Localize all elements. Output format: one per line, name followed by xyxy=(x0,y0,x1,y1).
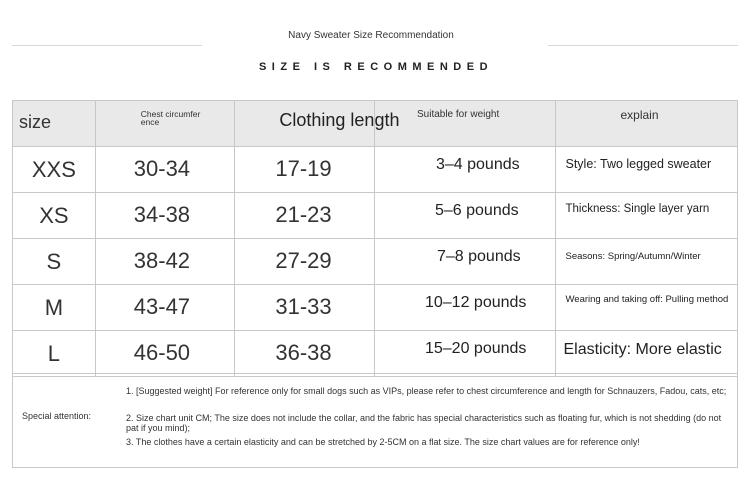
length-value: 36-38 xyxy=(275,340,332,365)
length-cell xyxy=(235,147,375,192)
explain-value: Style: Two legged sweater xyxy=(565,157,712,171)
weight-value: 5–6 pounds xyxy=(434,202,519,219)
chest-cell xyxy=(96,193,236,238)
weight-value: 10–12 pounds xyxy=(424,294,527,311)
size-value: XXS xyxy=(31,157,76,182)
special-attention-box xyxy=(12,373,738,468)
weight-cell xyxy=(375,285,557,330)
length-value: 21-23 xyxy=(275,202,332,227)
explain-value: Thickness: Single layer yarn xyxy=(565,203,710,215)
header-cell-chest xyxy=(96,101,236,146)
weight-value: 15–20 pounds xyxy=(424,340,527,357)
size-cell xyxy=(13,331,96,376)
length-cell xyxy=(235,331,375,376)
header-explain-label: explain xyxy=(620,108,659,122)
explain-cell xyxy=(556,285,737,330)
weight-value: 7–8 pounds xyxy=(436,248,521,265)
header-cell-weight xyxy=(375,101,557,146)
size-value: M xyxy=(44,295,64,320)
chest-cell xyxy=(96,285,236,330)
size-value: XS xyxy=(39,203,69,228)
explain-value: Seasons: Spring/Autumn/Winter xyxy=(565,251,701,262)
chest-value: 34-38 xyxy=(133,202,191,227)
header-length-label: Clothing length xyxy=(279,110,400,130)
size-cell xyxy=(13,239,96,284)
header-size-label: size xyxy=(19,112,52,132)
chest-cell xyxy=(96,147,236,192)
size-cell xyxy=(13,147,96,192)
title-rule-left xyxy=(12,45,202,46)
explain-value: Wearing and taking off: Pulling method xyxy=(565,294,729,305)
chest-value: 43-47 xyxy=(133,294,191,319)
header-weight-label: Suitable for weight xyxy=(416,109,500,120)
note-item: 1. [Suggested weight] For reference only for small dogs such as VIPs, please refer to chest circumference and length for Schnauzers, Fadou, cats, etc; xyxy=(126,386,727,396)
table-header-row xyxy=(13,101,737,147)
table-row xyxy=(13,331,737,377)
weight-cell xyxy=(375,193,557,238)
length-value: 31-33 xyxy=(275,294,332,319)
length-cell xyxy=(235,193,375,238)
chest-cell xyxy=(96,239,236,284)
chest-value: 46-50 xyxy=(133,340,191,365)
length-cell xyxy=(235,285,375,330)
weight-value: 3–4 pounds xyxy=(435,156,520,173)
weight-cell xyxy=(375,239,557,284)
explain-cell xyxy=(556,193,737,238)
header-cell-explain xyxy=(556,101,737,146)
table-row xyxy=(13,147,737,193)
table-row xyxy=(13,285,737,331)
title-rule-right xyxy=(548,45,738,46)
page-subtitle: SIZE IS RECOMMENDED xyxy=(258,61,494,73)
explain-cell xyxy=(556,239,737,284)
explain-cell xyxy=(556,147,737,192)
note-item: 2. Size chart unit CM; The size does not include the collar, and the fabric has special characteristics such as floating fur, which is not shedding (do not pat if you mind); xyxy=(126,413,722,433)
note-item: 3. The clothes have a certain elasticity and can be stretched by 2-5CM on a flat size. The size chart values are for reference only! xyxy=(126,437,640,447)
chest-value: 38-42 xyxy=(133,248,191,273)
size-cell xyxy=(13,193,96,238)
weight-cell xyxy=(375,331,557,376)
chest-cell xyxy=(96,331,236,376)
explain-cell xyxy=(556,331,737,376)
header-cell-length xyxy=(235,101,400,146)
length-value: 27-29 xyxy=(275,248,332,273)
length-value: 17-19 xyxy=(275,156,332,181)
chest-value: 30-34 xyxy=(133,156,191,181)
special-attention-label: Special attention: xyxy=(22,411,92,421)
weight-cell xyxy=(375,147,557,192)
table-row xyxy=(13,239,737,285)
header-cell-size xyxy=(13,101,96,146)
size-cell xyxy=(13,285,96,330)
size-table xyxy=(12,100,738,377)
size-value: L xyxy=(47,341,60,366)
length-cell xyxy=(235,239,375,284)
size-value: S xyxy=(46,249,62,274)
page-title: Navy Sweater Size Recommendation xyxy=(288,30,454,41)
header-chest-label: Chest circumfer ence xyxy=(140,109,201,127)
explain-value: Elasticity: More elastic xyxy=(563,341,722,358)
table-row xyxy=(13,193,737,239)
